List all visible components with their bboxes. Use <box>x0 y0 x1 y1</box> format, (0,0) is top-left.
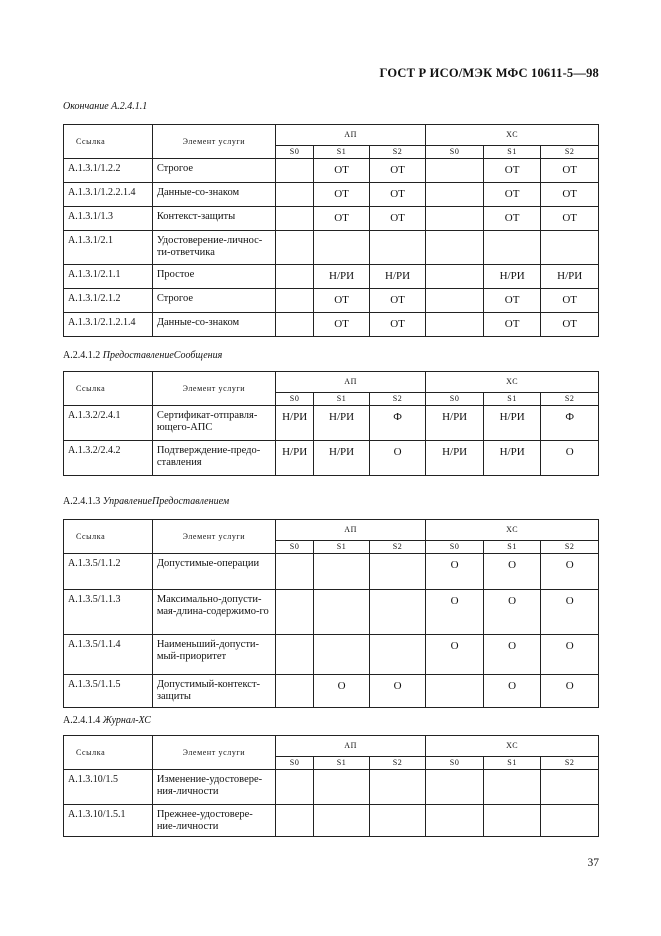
column-group-xc: ХС <box>426 372 599 393</box>
cell-value-ap-s0 <box>275 313 313 337</box>
cell-value-xc-s0 <box>426 159 484 183</box>
column-header-xc-s0: S0 <box>426 757 484 770</box>
cell-value-ap-s2: OT <box>369 159 426 183</box>
cell-value-ap-s2: Ф <box>369 406 426 441</box>
cell-value-ap-s2: OT <box>369 207 426 231</box>
cell-value-ap-s1 <box>314 554 370 590</box>
cell-value-xc-s1: OT <box>483 159 541 183</box>
cell-value-xc-s0 <box>426 770 484 805</box>
cell-value-xc-s2: О <box>541 441 599 476</box>
cell-reference: A.1.3.1/1.2.2 <box>64 159 153 183</box>
column-header-xc-s1: S1 <box>483 757 541 770</box>
header-row-groups <box>64 372 599 393</box>
cell-value-ap-s1 <box>314 635 370 675</box>
cell-value-ap-s1: OT <box>314 159 370 183</box>
column-header-xc-s0: S0 <box>426 146 484 159</box>
column-group-ap: АП <box>275 372 425 393</box>
table-row <box>64 183 599 207</box>
column-header-ap-s1: S1 <box>314 393 370 406</box>
column-header-ap-s2: S2 <box>369 146 426 159</box>
column-header-ap-s0: S0 <box>275 541 313 554</box>
column-header-xc-s2: S2 <box>541 757 599 770</box>
section-caption-number: A.2.4.1.3 <box>63 496 103 507</box>
cell-value-xc-s0 <box>426 805 484 837</box>
column-header-ref: Ссылка <box>64 520 153 554</box>
cell-value-ap-s1: Н/РИ <box>314 265 370 289</box>
cell-value-xc-s1: OT <box>483 183 541 207</box>
cell-service-element: Изменение-удостовере-ния-личности <box>152 770 275 805</box>
cell-value-ap-s1: О <box>314 675 370 708</box>
table-row <box>64 635 599 675</box>
cell-service-element: Контекст-защиты <box>152 207 275 231</box>
cell-value-ap-s2: OT <box>369 289 426 313</box>
cell-value-ap-s1 <box>314 231 370 265</box>
section-caption <box>63 496 229 507</box>
table-row <box>64 441 599 476</box>
cell-value-ap-s0 <box>275 770 313 805</box>
cell-value-ap-s1: OT <box>314 207 370 231</box>
cell-reference: A.1.3.5/1.1.3 <box>64 590 153 635</box>
section-caption-title: ПредоставлениеСообщения <box>102 350 223 361</box>
cell-reference: A.1.3.2/2.4.1 <box>64 406 153 441</box>
cell-value-xc-s2 <box>541 805 599 837</box>
table-row <box>64 554 599 590</box>
column-header-xc-s1: S1 <box>483 541 541 554</box>
cell-value-xc-s0 <box>426 265 484 289</box>
cell-service-element: Строгое <box>152 159 275 183</box>
cell-value-xc-s1 <box>483 770 541 805</box>
cell-value-xc-s2: О <box>541 635 599 675</box>
column-header-element: Элемент услуги <box>152 520 275 554</box>
cell-service-element: Допустимые-операции <box>152 554 275 590</box>
cell-value-xc-s1: OT <box>483 313 541 337</box>
cell-value-ap-s0 <box>275 231 313 265</box>
cell-service-element: Допустимый-контекст-защиты <box>152 675 275 708</box>
cell-value-ap-s0 <box>275 554 313 590</box>
column-header-xc-s2: S2 <box>541 541 599 554</box>
cell-value-xc-s1: О <box>483 675 541 708</box>
requirements-table <box>63 735 599 837</box>
table-row <box>64 159 599 183</box>
cell-value-xc-s2 <box>541 770 599 805</box>
cell-service-element: Удостоверение-личнос-ти-ответчика <box>152 231 275 265</box>
table-row <box>64 805 599 837</box>
cell-value-xc-s2: OT <box>541 159 599 183</box>
cell-value-xc-s0: Н/РИ <box>426 406 484 441</box>
table-row <box>64 207 599 231</box>
column-header-ap-s2: S2 <box>369 757 426 770</box>
requirements-table <box>63 519 599 708</box>
cell-value-xc-s2: О <box>541 554 599 590</box>
cell-value-ap-s2: О <box>369 441 426 476</box>
section-caption-number: A.2.4.1.4 <box>63 715 103 726</box>
column-header-ap-s0: S0 <box>275 757 313 770</box>
page-number: 37 <box>587 857 599 869</box>
header-row-groups <box>64 736 599 757</box>
cell-value-ap-s0 <box>275 590 313 635</box>
column-group-xc: ХС <box>426 736 599 757</box>
column-header-ap-s2: S2 <box>369 393 426 406</box>
cell-value-ap-s1 <box>314 805 370 837</box>
cell-value-ap-s0 <box>275 183 313 207</box>
cell-value-ap-s1: OT <box>314 183 370 207</box>
column-header-element: Элемент услуги <box>152 736 275 770</box>
cell-value-xc-s0 <box>426 231 484 265</box>
cell-value-xc-s0: О <box>426 554 484 590</box>
cell-value-xc-s2: О <box>541 675 599 708</box>
cell-value-ap-s0 <box>275 159 313 183</box>
cell-value-xc-s1: Н/РИ <box>483 406 541 441</box>
section-caption-title: УправлениеПредоставлением <box>102 496 230 507</box>
cell-value-xc-s2: О <box>541 590 599 635</box>
cell-value-xc-s0 <box>426 289 484 313</box>
cell-value-xc-s2: OT <box>541 289 599 313</box>
column-header-ap-s0: S0 <box>275 393 313 406</box>
column-group-ap: АП <box>275 520 425 541</box>
section-caption-number: A.2.4.1.2 <box>63 350 103 361</box>
column-header-element: Элемент услуги <box>152 125 275 159</box>
cell-value-ap-s0 <box>275 207 313 231</box>
cell-value-ap-s2: OT <box>369 313 426 337</box>
cell-reference: A.1.3.10/1.5.1 <box>64 805 153 837</box>
cell-value-ap-s2: OT <box>369 183 426 207</box>
section-caption-title: Журнал-ХС <box>102 715 151 726</box>
cell-value-xc-s1: OT <box>483 207 541 231</box>
column-group-ap: АП <box>275 125 425 146</box>
cell-value-ap-s1 <box>314 590 370 635</box>
column-header-ap-s2: S2 <box>369 541 426 554</box>
cell-value-ap-s1: OT <box>314 313 370 337</box>
cell-reference: A.1.3.5/1.1.2 <box>64 554 153 590</box>
table-row <box>64 406 599 441</box>
cell-reference: A.1.3.1/2.1 <box>64 231 153 265</box>
cell-service-element: Простое <box>152 265 275 289</box>
cell-reference: A.1.3.10/1.5 <box>64 770 153 805</box>
column-header-xc-s0: S0 <box>426 541 484 554</box>
cell-service-element: Наименьший-допусти-мый-приоритет <box>152 635 275 675</box>
cell-value-ap-s2 <box>369 770 426 805</box>
cell-service-element: Сертификат-отправля-ющего-АПС <box>152 406 275 441</box>
table-row <box>64 231 599 265</box>
cell-service-element: Прежнее-удостовере-ние-личности <box>152 805 275 837</box>
column-header-ap-s1: S1 <box>314 757 370 770</box>
cell-value-xc-s0 <box>426 313 484 337</box>
table-row <box>64 590 599 635</box>
cell-reference: A.1.3.1/2.1.1 <box>64 265 153 289</box>
column-header-ap-s0: S0 <box>275 146 313 159</box>
column-header-ref: Ссылка <box>64 736 153 770</box>
cell-reference: A.1.3.1/1.3 <box>64 207 153 231</box>
column-header-xc-s2: S2 <box>541 393 599 406</box>
cell-value-xc-s1: OT <box>483 289 541 313</box>
cell-value-xc-s0: Н/РИ <box>426 441 484 476</box>
cell-value-ap-s1: Н/РИ <box>314 406 370 441</box>
cell-value-ap-s1 <box>314 770 370 805</box>
table-row <box>64 675 599 708</box>
cell-value-ap-s0: Н/РИ <box>275 441 313 476</box>
column-header-xc-s2: S2 <box>541 146 599 159</box>
cell-value-ap-s1: OT <box>314 289 370 313</box>
cell-value-xc-s0: О <box>426 590 484 635</box>
cell-reference: A.1.3.1/1.2.2.1.4 <box>64 183 153 207</box>
cell-value-xc-s0 <box>426 183 484 207</box>
column-header-xc-s1: S1 <box>483 146 541 159</box>
cell-reference: A.1.3.5/1.1.5 <box>64 675 153 708</box>
cell-value-xc-s1: О <box>483 554 541 590</box>
section-caption <box>63 350 222 361</box>
requirements-table <box>63 371 599 476</box>
cell-service-element: Данные-со-знаком <box>152 183 275 207</box>
column-header-ap-s1: S1 <box>314 146 370 159</box>
cell-value-xc-s1 <box>483 805 541 837</box>
cell-value-ap-s0 <box>275 805 313 837</box>
column-group-ap: АП <box>275 736 425 757</box>
cell-value-ap-s0 <box>275 675 313 708</box>
header-row-groups <box>64 125 599 146</box>
cell-value-ap-s0: Н/РИ <box>275 406 313 441</box>
cell-value-ap-s2 <box>369 554 426 590</box>
cell-value-ap-s2 <box>369 590 426 635</box>
cell-value-ap-s1: Н/РИ <box>314 441 370 476</box>
cell-reference: A.1.3.5/1.1.4 <box>64 635 153 675</box>
table-row <box>64 265 599 289</box>
cell-reference: A.1.3.1/2.1.2.1.4 <box>64 313 153 337</box>
table-row <box>64 313 599 337</box>
cell-service-element: Данные-со-знаком <box>152 313 275 337</box>
cell-value-xc-s2: OT <box>541 313 599 337</box>
column-header-ap-s1: S1 <box>314 541 370 554</box>
cell-service-element: Максимально-допусти-мая-длина-содержимо-го <box>152 590 275 635</box>
section-caption <box>63 101 147 112</box>
column-group-xc: ХС <box>426 520 599 541</box>
cell-value-ap-s2 <box>369 805 426 837</box>
cell-service-element: Подтверждение-предо-ставления <box>152 441 275 476</box>
cell-value-xc-s1: О <box>483 635 541 675</box>
column-header-xc-s0: S0 <box>426 393 484 406</box>
table-row <box>64 770 599 805</box>
cell-value-xc-s0: О <box>426 635 484 675</box>
cell-value-ap-s2 <box>369 635 426 675</box>
column-header-xc-s1: S1 <box>483 393 541 406</box>
cell-value-xc-s1: Н/РИ <box>483 441 541 476</box>
cell-value-ap-s0 <box>275 265 313 289</box>
cell-value-xc-s2: OT <box>541 183 599 207</box>
cell-value-xc-s2: Н/РИ <box>541 265 599 289</box>
table-row <box>64 289 599 313</box>
cell-value-xc-s2: Ф <box>541 406 599 441</box>
cell-value-xc-s1: Н/РИ <box>483 265 541 289</box>
column-header-element: Элемент услуги <box>152 372 275 406</box>
cell-reference: A.1.3.1/2.1.2 <box>64 289 153 313</box>
column-header-ref: Ссылка <box>64 372 153 406</box>
cell-value-ap-s0 <box>275 635 313 675</box>
cell-value-ap-s0 <box>275 289 313 313</box>
cell-value-xc-s0 <box>426 675 484 708</box>
cell-value-xc-s0 <box>426 207 484 231</box>
document-header: ГОСТ Р ИСО/МЭК МФС 10611-5—98 <box>379 66 599 80</box>
section-caption <box>63 715 151 726</box>
column-group-xc: ХС <box>426 125 599 146</box>
cell-value-xc-s2 <box>541 231 599 265</box>
requirements-table <box>63 124 599 337</box>
header-row-groups <box>64 520 599 541</box>
cell-reference: A.1.3.2/2.4.2 <box>64 441 153 476</box>
cell-value-xc-s2: OT <box>541 207 599 231</box>
column-header-ref: Ссылка <box>64 125 153 159</box>
cell-value-ap-s2: О <box>369 675 426 708</box>
cell-value-ap-s2 <box>369 231 426 265</box>
cell-service-element: Строгое <box>152 289 275 313</box>
cell-value-xc-s1 <box>483 231 541 265</box>
cell-value-xc-s1: О <box>483 590 541 635</box>
section-caption-title: Окончание А.2.4.1.1 <box>63 101 148 112</box>
cell-value-ap-s2: Н/РИ <box>369 265 426 289</box>
